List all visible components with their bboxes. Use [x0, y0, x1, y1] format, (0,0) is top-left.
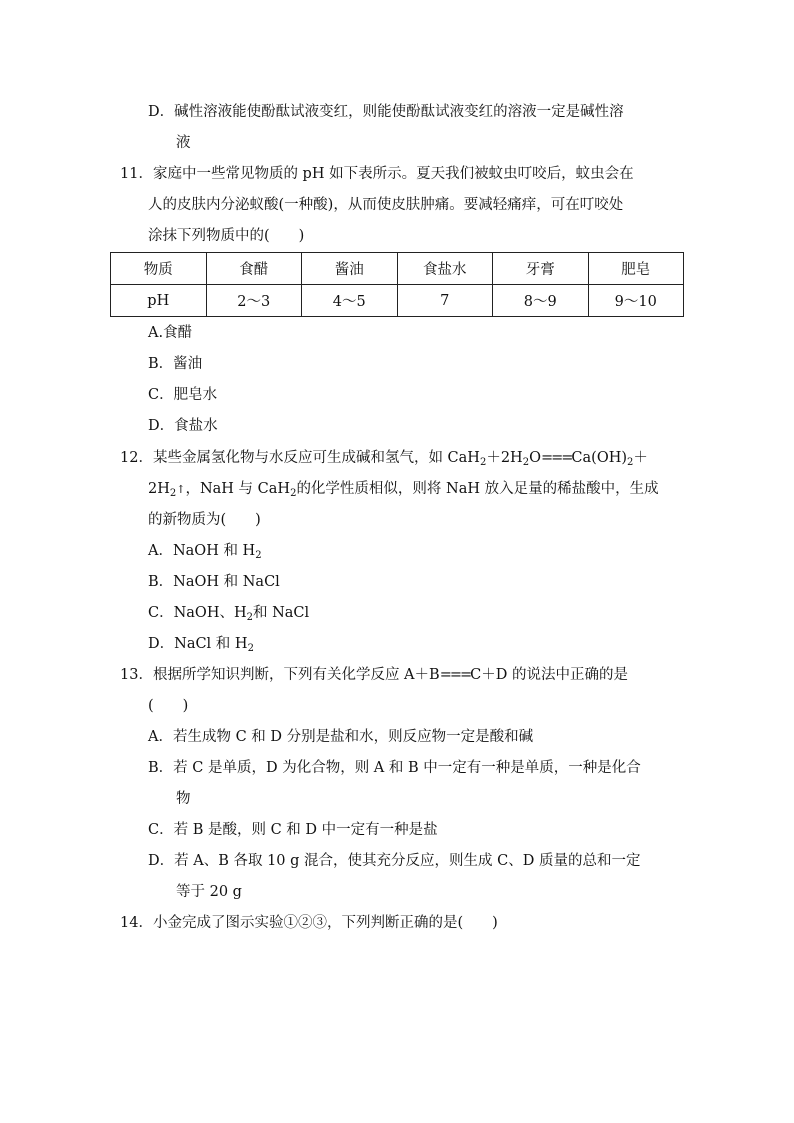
q12-text: A．NaOH 和 H: [148, 543, 256, 559]
q12-text: ＋2H: [486, 450, 523, 466]
q13-option-b-line2: 物: [176, 791, 191, 807]
subscript: 2: [255, 550, 262, 561]
q11-option-a: A.食醋: [148, 325, 193, 341]
reaction-equals-sign: ===: [540, 450, 572, 466]
q10-option-d-line1: D．碱性溶液能使酚酞试液变红，则能使酚酞试液变红的溶液一定是碱性溶: [148, 104, 624, 120]
gas-arrow-icon: ↑: [176, 483, 186, 496]
ph-table: [110, 252, 684, 317]
subscript: 2: [290, 488, 297, 499]
subscript: 2: [479, 457, 487, 468]
table-cell: 牙膏: [493, 253, 589, 285]
q13-option-d-line1: D．若 A、B 各取 10 g 混合，使其充分反应，则生成 C、D 质量的总和一定: [148, 853, 641, 869]
table-cell: 食盐水: [397, 253, 493, 285]
q11-option-c: C．肥皂水: [148, 387, 218, 403]
q12-text: ，NaH 与 CaH: [185, 481, 291, 497]
table-cell: 7: [397, 285, 493, 317]
ph-table-value-row: [111, 285, 684, 317]
q12-text: D．NaCl 和 H: [148, 636, 248, 652]
q12-text: Ca(OH): [571, 450, 628, 466]
subscript: 2: [169, 488, 177, 499]
q14-stem-line1: 14．小金完成了图示实验①②③，下列判断正确的是( ): [120, 915, 498, 931]
subscript: 2: [246, 612, 253, 623]
q11-option-d: D．食盐水: [148, 418, 218, 434]
q12-option-c: [148, 603, 309, 628]
q13-option-d-line2: 等于 20 g: [176, 884, 242, 900]
q13-stem-line1: [120, 665, 628, 685]
subscript: 2: [627, 457, 634, 468]
q13-option-b-line1: B．若 C 是单质，D 为化合物，则 A 和 B 中一定有一种是单质，一种是化合: [148, 760, 641, 776]
q12-text: 的化学性质相似，则将 NaH 放入足量的稀盐酸中，生成: [296, 481, 659, 497]
q11-stem-line2: 人的皮肤内分泌蚁酸(一种酸)，从而使皮肤肿痛。要减轻痛痒，可在叮咬处: [148, 197, 624, 213]
table-cell: 9～10: [588, 285, 684, 317]
q11-option-b: B．酱油: [148, 356, 203, 372]
ph-table-header-row: [111, 253, 684, 285]
table-cell: 4～5: [302, 285, 398, 317]
q13-stem-line2: ( ): [148, 698, 189, 714]
subscript: 2: [247, 643, 254, 654]
q12-text: C．NaOH、H: [148, 605, 247, 621]
q12-option-a: [148, 541, 262, 566]
table-cell: 食醋: [206, 253, 302, 285]
q10-option-d-line2: 液: [176, 135, 191, 151]
reaction-equals-sign: ===: [439, 667, 471, 683]
subscript: 2: [522, 457, 530, 468]
q13-option-a: A．若生成物 C 和 D 分别是盐和水，则反应物一定是酸和碱: [148, 729, 534, 745]
table-cell: 2～3: [206, 285, 302, 317]
table-cell: 8～9: [493, 285, 589, 317]
q12-stem-line1: [120, 448, 648, 473]
table-cell: pH: [111, 285, 207, 317]
q13-option-c: C．若 B 是酸，则 C 和 D 中一定有一种是盐: [148, 822, 438, 838]
table-cell: 酱油: [302, 253, 398, 285]
table-cell: 物质: [111, 253, 207, 285]
q12-option-d: [148, 634, 254, 659]
q12-text: 和 NaCl: [252, 605, 310, 621]
q12-text: 12．某些金属氢化物与水反应可生成碱和氢气，如 CaH: [120, 450, 480, 466]
q12-option-b: B．NaOH 和 NaCl: [148, 574, 280, 590]
q12-text: O: [529, 450, 541, 466]
q13-text: 13．根据所学知识判断，下列有关化学反应 A＋B: [120, 667, 440, 683]
q11-stem-line1: 11．家庭中一些常见物质的 pH 如下表所示。夏天我们被蚊虫叮咬后，蚊虫会在: [120, 166, 634, 182]
q12-stem-line2: [148, 479, 659, 504]
q13-text: C＋D 的说法中正确的是: [470, 667, 628, 683]
q11-stem-line3: 涂抹下列物质中的( ): [148, 228, 305, 244]
table-cell: 肥皂: [588, 253, 684, 285]
q12-text: 2H: [148, 481, 170, 497]
q12-stem-line3: 的新物质为( ): [148, 512, 261, 528]
q12-text: ＋: [633, 450, 648, 466]
